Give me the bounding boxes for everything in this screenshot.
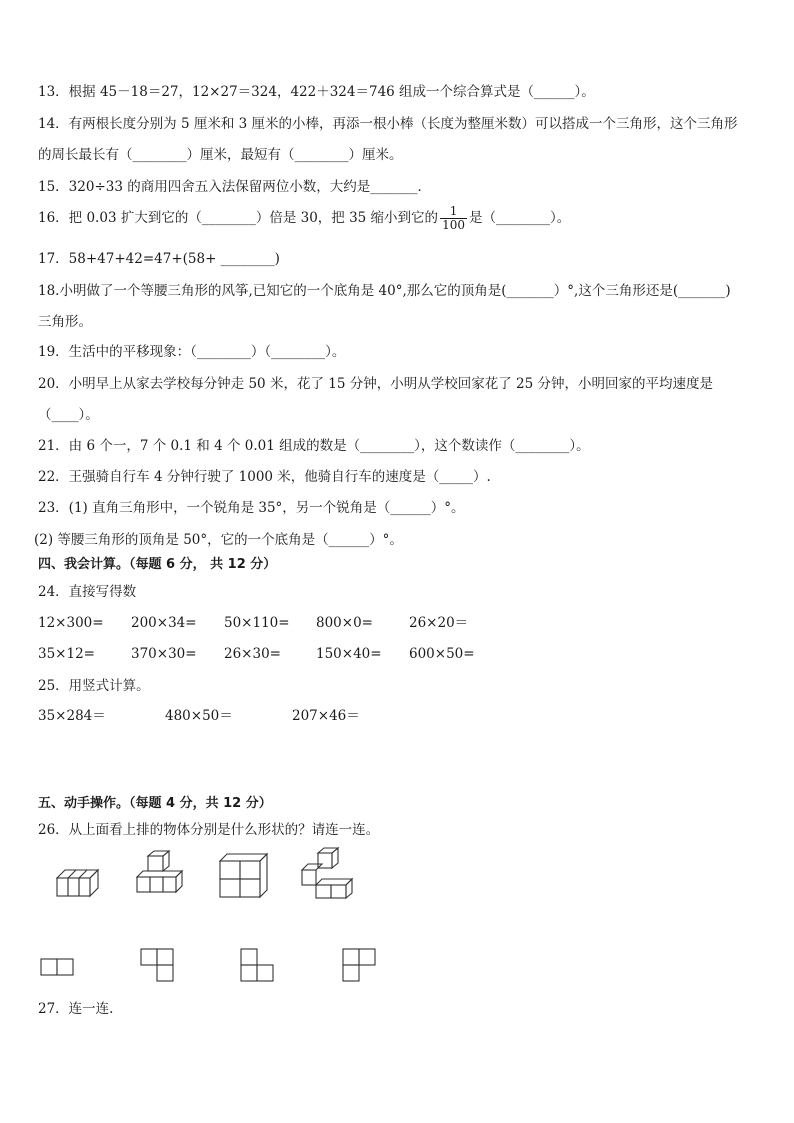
calc-item: 200×34= [131,615,197,631]
top-view-shape-1 [40,957,76,977]
cube-figure-4 [300,847,358,899]
line-q25: 25．用竖式计算。 [38,678,150,694]
vertical-calc-item: 207×46＝ [292,708,360,724]
fraction [440,205,467,232]
calc-item: 150×40= [316,646,382,662]
top-view-shape-4 [342,948,378,984]
calc-item: 50×110= [224,615,290,631]
cube-figure-3 [218,853,270,899]
q16-text-a: 16．把 0.03 扩大到它的（________）倍是 30，把 35 缩小到它的 [38,210,439,226]
line-q20-a: 20．小明早上从家去学校每分钟走 50 米，花了 15 分钟，小明从学校回家花了 25 分钟，小明回家的平均速度是 [38,376,713,392]
line-q16 [38,205,570,232]
vertical-calc-item: 35×284＝ [38,708,106,724]
line-q22: 22．王强骑自行车 4 分钟行驶了 1000 米，他骑自行车的速度是（_____）. [38,469,491,485]
line-q21: 21．由 6 个一，7 个 0.1 和 4 个 0.01 组成的数是（________），这个数读作（________）。 [38,438,590,454]
calc-item: 12×300= [38,615,104,631]
top-view-shape-3 [240,948,276,984]
calc-item: 35×12= [38,646,95,662]
line-q23-1: 23．(1) 直角三角形中，一个锐角是 35°，另一个锐角是（______）°。 [38,500,465,516]
line-q14-b: 的周长最长有（________）厘米，最短有（________）厘米。 [38,147,403,163]
line-q26: 26．从上面看上排的物体分别是什么形状的？请连一连。 [38,822,380,838]
calc-item: 370×30= [131,646,197,662]
cube-figure-1 [55,862,105,902]
calc-item: 600×50= [409,646,475,662]
line-q27: 27．连一连. [38,1001,114,1017]
line-q14-a: 14．有两根长度分别为 5 厘米和 3 厘米的小棒，再添一根小棒（长度为整厘米数）可以搭成一个三角形，这个三角形 [38,116,738,132]
line-q13: 13．根据 45－18＝27，12×27＝324，422＋324＝746 组成一个综合算式是（______）。 [38,84,595,100]
line-q24: 24．直接写得数 [38,584,137,600]
q16-text-b: 是（________）。 [468,210,571,226]
line-q18-b: 三角形。 [38,314,92,330]
top-view-shape-2 [140,948,176,984]
calc-item: 26×20＝ [409,615,469,631]
fraction-numerator: 1 [449,204,458,218]
line-q23-2: (2) 等腰三角形的顶角是 50°，它的一个底角是（______）°。 [34,532,403,548]
section4-title: 四、我会计算。（每题 6 分， 共 12 分） [38,557,277,572]
line-q18-a: 18.小明做了一个等腰三角形的风筝,已知它的一个底角是 40°,那么它的顶角是(_______）°,这个三角形还是(_______) [38,283,731,299]
section5-title: 五、动手操作。（每题 4 分，共 12 分） [38,796,272,811]
cube-figure-2 [136,850,188,898]
line-q19: 19．生活中的平移现象：（________）（________）。 [38,344,346,360]
line-q17: 17．58+47+42=47+(58+ ________) [38,251,280,267]
calc-item: 800×0= [316,615,373,631]
vertical-calc-item: 480×50＝ [165,708,233,724]
line-q15: 15．320÷33 的商用四舍五入法保留两位小数，大约是_______． [38,179,431,195]
line-q20-b: （____）。 [38,407,99,423]
fraction-denominator: 100 [442,218,465,232]
calc-item: 26×30= [224,646,281,662]
